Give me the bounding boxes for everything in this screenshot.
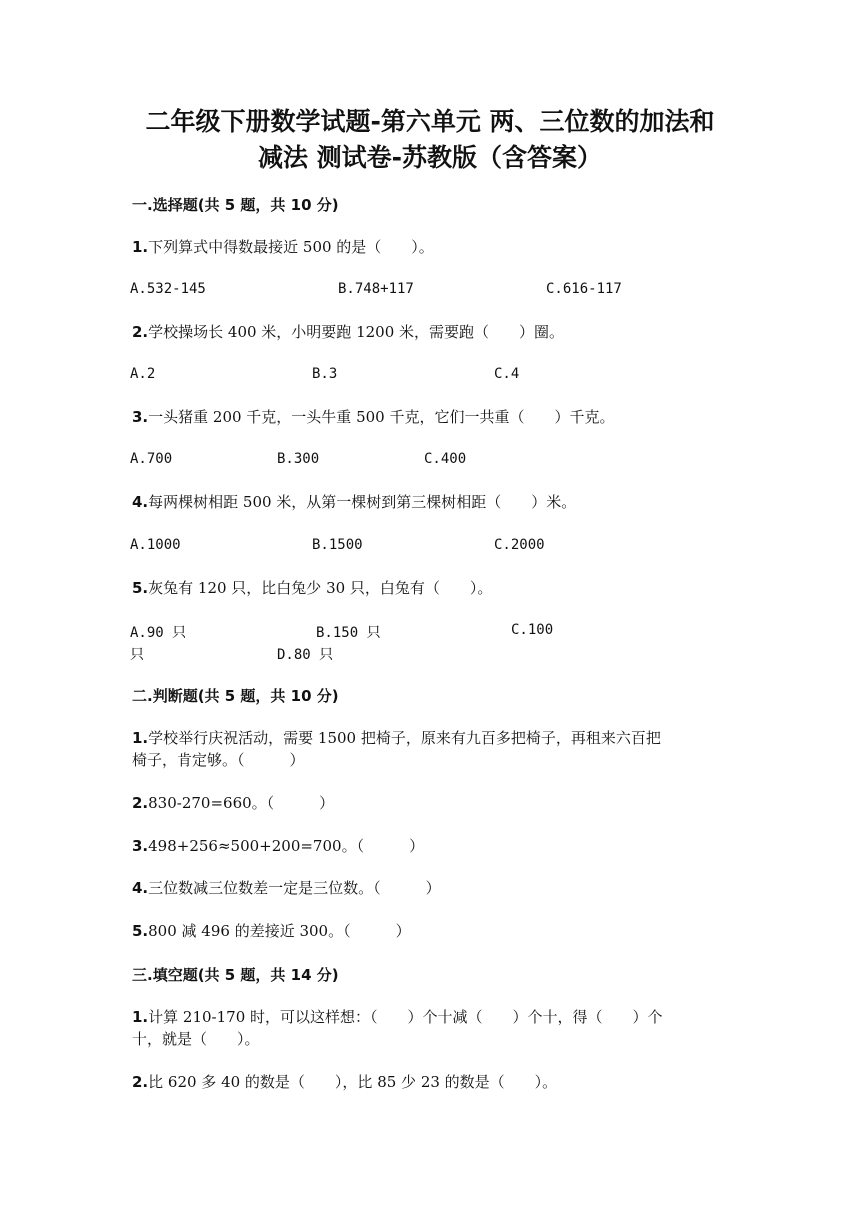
option-c: C.100	[511, 622, 554, 638]
question-text-line-1: 学校举行庆祝活动，需要 1500 把椅子，原来有九百多把椅子，再租来六百把	[148, 729, 661, 747]
option-b: B.1500	[312, 537, 363, 553]
question-number: 4.	[132, 493, 149, 511]
option-a: A.532-145	[130, 281, 206, 297]
question-judge-4	[132, 877, 732, 899]
question-text: 三位数减三位数差一定是三位数。（ ）	[148, 879, 441, 897]
section-heading-judge: 二.判断题(共 5 题，共 10 分)	[132, 687, 339, 705]
question-number: 3.	[132, 408, 149, 426]
question-number: 3.	[132, 837, 149, 855]
question-number: 5.	[132, 579, 149, 597]
question-text: 学校操场长 400 米，小明要跑 1200 米，需要跑（ ）圈。	[148, 323, 565, 341]
page-title	[100, 104, 760, 176]
option-b: B.3	[312, 366, 338, 382]
question-number: 2.	[132, 323, 149, 341]
option-c: C.400	[424, 451, 467, 467]
option-c-wrap: 只	[130, 647, 144, 663]
option-a: A.1000	[130, 537, 181, 553]
option-c: C.616-117	[546, 281, 622, 297]
title-line-1: 二年级下册数学试题-第六单元 两、三位数的加法和	[145, 107, 715, 136]
question-text: 每两棵树相距 500 米，从第一棵树到第三棵树相距（ ）米。	[148, 493, 577, 511]
question-choice-5	[132, 577, 732, 599]
question-judge-5	[132, 920, 732, 942]
question-fill-1	[132, 1006, 732, 1050]
section-heading-fill: 三.填空题(共 5 题，共 14 分)	[132, 966, 339, 984]
question-choice-3	[132, 406, 732, 428]
question-text: 比 620 多 40 的数是（ ），比 85 少 23 的数是（ ）。	[148, 1073, 558, 1091]
question-number: 1.	[132, 238, 149, 256]
question-text: 830-270=660。（ ）	[148, 794, 335, 812]
option-b: B.150 只	[316, 625, 381, 641]
title-line-2: 减法 测试卷-苏教版（含答案）	[257, 143, 603, 172]
option-d: D.80 只	[277, 647, 334, 663]
question-text-line-1: 计算 210-170 时，可以这样想：（ ）个十减（ ）个十，得（ ）个	[148, 1008, 663, 1026]
option-a: A.90 只	[130, 625, 187, 641]
option-c: C.4	[494, 366, 520, 382]
question-text: 800 减 496 的差接近 300。（ ）	[148, 922, 411, 940]
option-b: B.300	[277, 451, 320, 467]
question-number: 5.	[132, 922, 149, 940]
question-number: 1.	[132, 1008, 149, 1026]
question-judge-2	[132, 792, 732, 814]
option-a: A.2	[130, 366, 156, 382]
option-c: C.2000	[494, 537, 545, 553]
question-text: 一头猪重 200 千克，一头牛重 500 千克，它们一共重（ ）千克。	[148, 408, 615, 426]
section-heading-choice: 一.选择题(共 5 题，共 10 分)	[132, 196, 339, 214]
question-choice-1	[132, 236, 732, 258]
question-text: 灰兔有 120 只，比白兔少 30 只，白兔有（ ）。	[148, 579, 493, 597]
question-text: 下列算式中得数最接近 500 的是（ ）。	[148, 238, 434, 256]
question-choice-2	[132, 321, 732, 343]
question-fill-2	[132, 1071, 732, 1093]
question-judge-1	[132, 727, 732, 771]
question-number: 1.	[132, 729, 149, 747]
question-number: 4.	[132, 879, 149, 897]
question-text-line-2: 十，就是（ ）。	[132, 1030, 260, 1048]
question-text-line-2: 椅子，肯定够。（ ）	[132, 751, 305, 769]
option-a: A.700	[130, 451, 173, 467]
question-choice-4	[132, 491, 732, 513]
question-number: 2.	[132, 1073, 149, 1091]
question-judge-3	[132, 835, 732, 857]
question-number: 2.	[132, 794, 149, 812]
question-text: 498+256≈500+200=700。（ ）	[148, 837, 425, 855]
option-b: B.748+117	[338, 281, 414, 297]
